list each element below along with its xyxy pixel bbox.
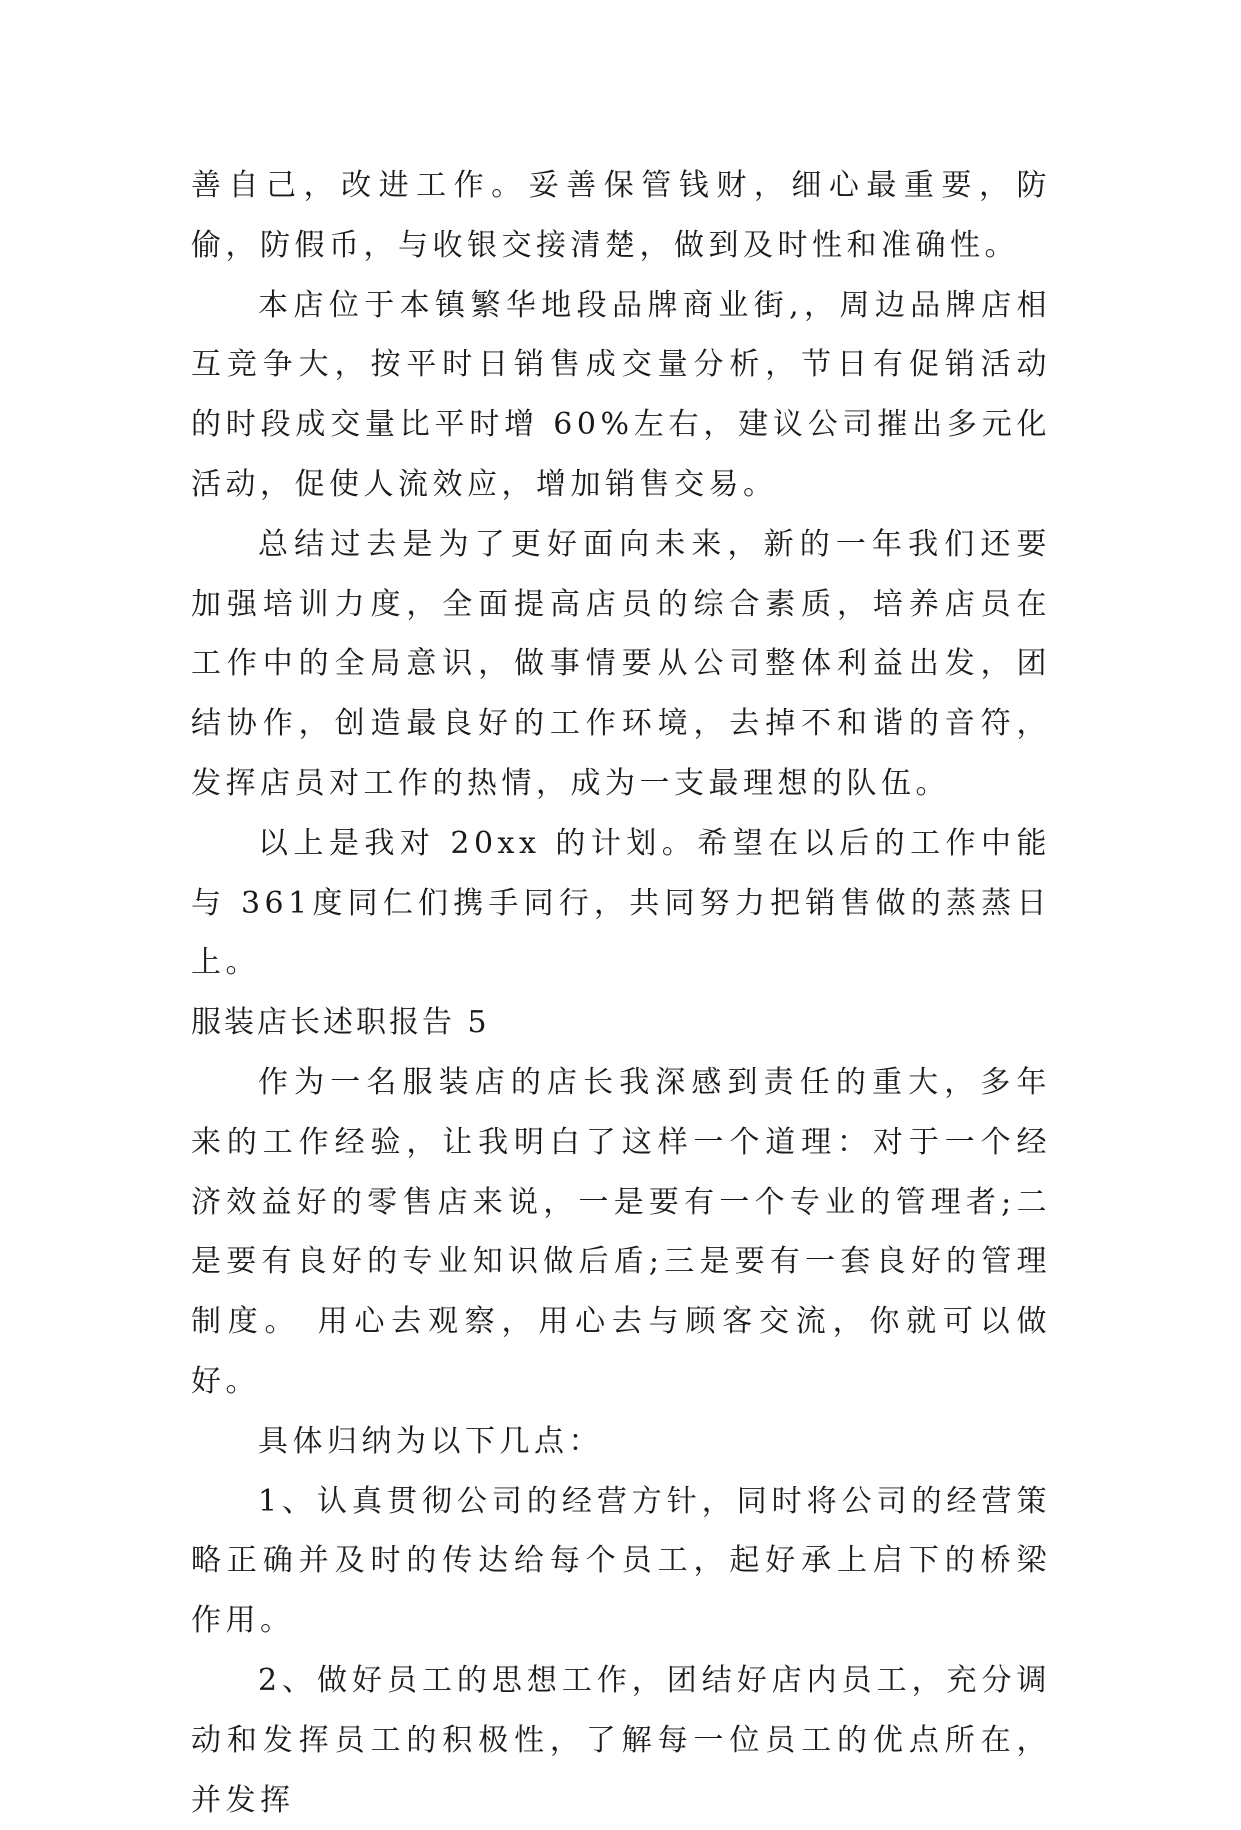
document-body — [191, 156, 1051, 1830]
paragraph: 善自己，改进工作。妥善保管钱财，细心最重要，防偷，防假币，与收银交接清楚，做到及时性和准确性。 — [191, 168, 1051, 263]
paragraph: 本店位于本镇繁华地段品牌商业街,，周边品牌店相互竞争大，按平时日销售成交量分析，节日有促销活动的时段成交量比平时增 60%左右，建议公司摧出多元化活动，促使人流效应，增加销售交易。 — [191, 287, 1051, 502]
list-item: 2、做好员工的思想工作，团结好店内员工，充分调动和发挥员工的积极性，了解每一位员工的优点所在，并发挥 — [191, 1662, 1051, 1818]
list-item: 1、认真贯彻公司的经营方针，同时将公司的经营策略正确并及时的传达给每个员工，起好承上启下的桥梁作用。 — [191, 1483, 1051, 1639]
paragraph: 作为一名服装店的店长我深感到责任的重大，多年来的工作经验，让我明白了这样一个道理：对于一个经济效益好的零售店来说，一是要有一个专业的管理者;二是要有良好的专业知识做后盾;三是要有一套良好的管理制度。 用心去观察，用心去与顾客交流，你就可以做好。 — [191, 1064, 1051, 1399]
paragraph: 总结过去是为了更好面向未来，新的一年我们还要加强培训力度，全面提高店员的综合素质，培养店员在工作中的全局意识，做事情要从公司整体利益出发，团结协作，创造最良好的工作环境，去掉不和谐的音符，发挥店员对工作的热情，成为一支最理想的队伍。 — [191, 526, 1051, 801]
section-heading: 服装店长述职报告 5 — [191, 1005, 490, 1041]
paragraph: 具体归纳为以下几点： — [258, 1423, 603, 1459]
paragraph: 以上是我对 20xx 的计划。希望在以后的工作中能与 361度同仁们携手同行，共同努力把销售做的蒸蒸日上。 — [191, 825, 1051, 981]
